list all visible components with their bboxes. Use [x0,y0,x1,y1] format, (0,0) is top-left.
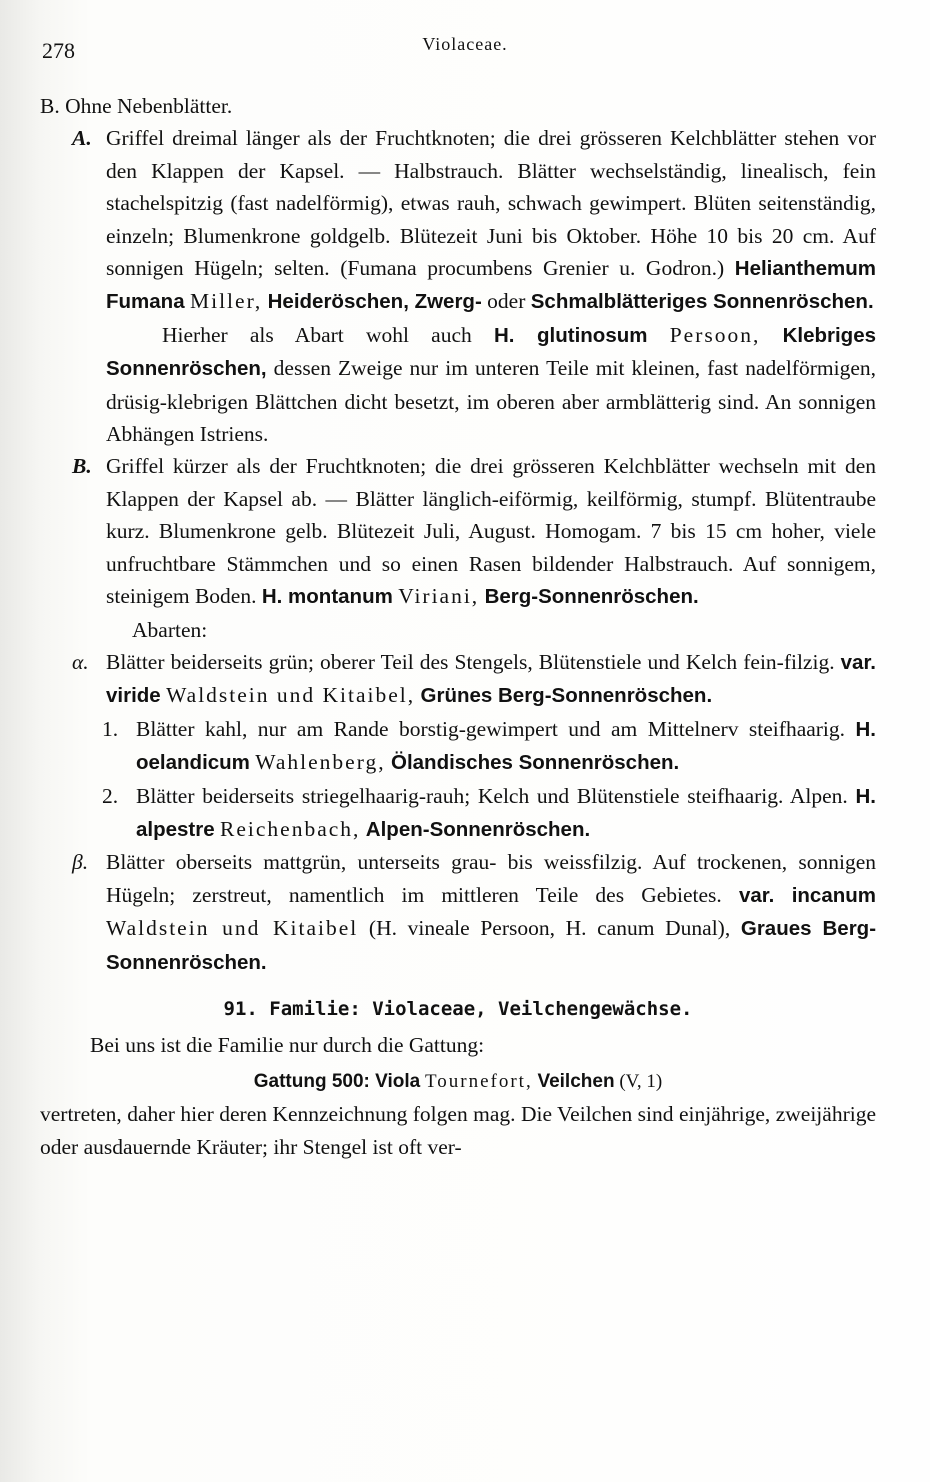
common-name: Heideröschen, Zwerg- [267,290,482,314]
genus-heading [40,1066,876,1098]
page-number: 278 [42,38,75,63]
common-name: Schmalblätteriges Sonnenröschen. [530,290,874,314]
item-b [40,450,876,613]
subvariety-2-text: Blätter beiderseits striegelhaarig-rauh; Kelch und Blütenstiele steifhaarig. Alpen. [136,783,848,808]
item-a-text: Griffel dreimal länger als der Fruchtknoten; die drei grösseren Kelchblätter stehen vor den Klappen der Kapsel. — Halbstrauch. Blätter wechselständig, linealisch, fein stachelspitzig (fast nadelförmig), etwas rauh, schwach gewimpert. Blüten seitenständig, einzeln; Blumenkrone goldgelb. Blütezeit Juni bis Oktober. Höhe 10 bis 20 cm. Auf sonnigen Hügeln; selten. (Fumana procumbens Grenier u. Godron.) [106,126,876,281]
hierher-text: Hierher als Abart wohl auch [162,322,472,347]
abarten-heading: Abarten: [132,617,208,642]
species-name: H. alpestre [136,784,876,841]
alpha-text: Blätter beiderseits grün; oberer Teil des Stengels, Blütenstiele und Kelch fein-filzig. [106,649,835,674]
conjunction: oder [487,289,526,314]
item-b-label: B. [72,454,92,479]
item-b-text: Griffel kürzer als der Fruchtknoten; die drei grösseren Kelchblätter wechseln mit den Klappen der Kapsel ab. — Blätter länglich-eiförmig, keilförmig, stumpf. Blütentraube kurz. Blumenkrone gelb. Blütezeit Juli, August. Homogam. 7 bis 15 cm hoher, viele unfruchtbare Stämmchen und so einen Rasen bildender Halbstrauch. Auf sonnigem, steinigem Boden. [106,454,876,609]
common-name: Klebriges Sonnenröschen, [106,323,876,381]
section-b-heading: B. Ohne Nebenblätter. [40,94,233,118]
hierher-text: dessen Zweige nur im unteren Teile mit kleinen, fast nadelförmigen, drüsig-klebrigen Blättchen dicht besetzt, im oberen aber armblätterig sind. An sonnigen Abhängen Istriens. [106,356,876,447]
species-author: Viriani, [398,584,480,609]
subvariety-2-label: 2. [102,783,119,808]
common-name: Grünes Berg-Sonnenröschen. [420,684,713,708]
species-name: var. viride [106,650,876,708]
species-author: Reichenbach, [220,816,361,841]
subvariety-1-label: 1. [102,716,119,741]
running-title: Violaceae. [422,34,508,54]
species-name: H. oelandicum [136,717,876,775]
common-name: Graues Berg-Sonnenröschen. [106,917,877,974]
alpha-label: α. [72,649,89,674]
genus-label: Gattung 500: Viola [253,1070,421,1092]
genus-author: Tournefort, [424,1070,533,1092]
beta-synonyms: (H. vineale Persoon, H. canum Dunal), [368,916,731,941]
species-name: Helianthemum Fumana [106,257,877,314]
continuation-text: vertreten, daher hier deren Kennzeichnung folgen mag. Die Veilchen sind einjährige, zweijährige oder ausdauernde Kräuter; ihr Stengel ist oft ver- [40,1102,876,1159]
genus-common-name: Veilchen [537,1070,615,1092]
page-body [40,90,876,1163]
subvariety-2 [40,780,876,847]
family-intro: Bei uns ist die Familie nur durch die Gattung: [90,1033,485,1058]
species-author: Waldstein und Kitaibel [106,916,359,941]
species-author: Wahlenberg, [255,750,386,775]
species-name: H. montanum [261,585,393,609]
species-author: Persoon, [669,322,761,347]
hierher-paragraph [40,319,876,451]
variety-alpha [40,646,876,713]
beta-label: β. [72,850,89,875]
species-name: H. glutinosum [493,323,648,347]
common-name: Berg-Sonnenröschen. [484,585,699,609]
family-heading: 91. Familie: Violaceae, Veilchengewächse. [223,997,693,1020]
species-author: Waldstein und Kitaibel, [166,683,416,708]
beta-text: Blätter oberseits mattgrün, unterseits grau- bis weissfilzig. Auf trockenen, sonnigen Hügeln; zerstreut, namentlich im mittleren Teile des Gebietes. [106,850,876,907]
variety-beta [40,846,876,979]
species-author: Miller, [189,289,263,314]
subvariety-1 [40,713,876,780]
genus-ref: (V, 1) [619,1070,663,1092]
common-name: Alpen-Sonnenröschen. [365,817,591,841]
subvariety-1-text: Blätter kahl, nur am Rande borstig-gewimpert und am Mittelnerv steifhaarig. [136,716,846,741]
item-a-label: A. [72,126,92,151]
common-name: Ölandisches Sonnenröschen. [391,751,680,775]
item-a [40,122,876,318]
species-name: var. incanum [738,883,877,907]
